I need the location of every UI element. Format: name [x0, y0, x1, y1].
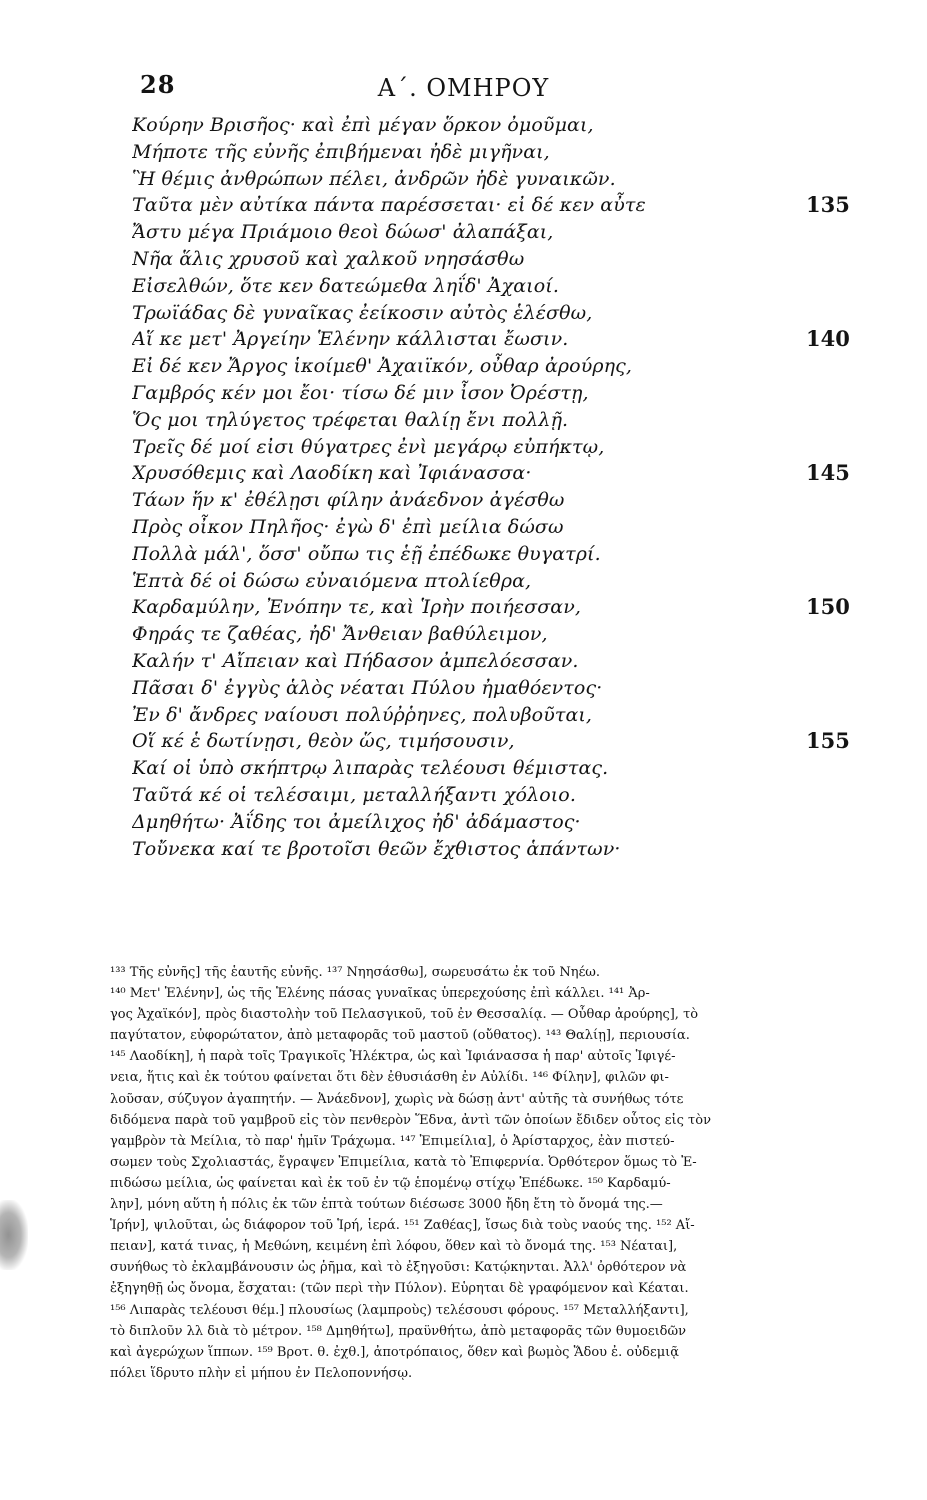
verse-line: Καλήν τ' Αἴπειαν καὶ Πήδασον ἀμπελόεσσαν. [132, 649, 579, 672]
verse-line: Μήποτε τῆς εὐνῆς ἐπιβήμεναι ἠδὲ μιγῆναι, [132, 140, 550, 163]
line-number: 145 [806, 460, 850, 486]
verse-line: Ὅς μοι τηλύγετος τρέφεται θαλίῃ ἔνι πολλῇ. [132, 408, 569, 431]
ink-smudge [0, 1200, 28, 1270]
footnote-line: λην], μόνη αὕτη ἡ πόλις ἐκ τῶν ἑπτὰ τούτων διέσωσε 3000 ἤδη ἔτη τὸ ὄνομά της.— [110, 1197, 663, 1213]
verse-line: Κούρην Βρισῆος· καὶ ἐπὶ μέγαν ὅρκον ὀμοῦμαι, [132, 114, 594, 136]
verse-line: Χρυσόθεμις καὶ Λαοδίκη καὶ Ἰφιάνασσα· [132, 462, 532, 485]
footnote-line: διδόμενα παρὰ τοῦ γαμβροῦ εἰς τὸν πενθερὸν Ἕδνα, ἀντὶ τῶν ὁποίων ἔδιδεν οὗτος εἰς τὸν [110, 1112, 711, 1128]
verse-line: Πολλὰ μάλ', ὅσσ' οὔπω τις ἑῇ ἐπέδωκε θυγατρί. [132, 542, 601, 565]
verse-line: Εἰ δέ κεν Ἄργος ἱκοίμεθ' Ἀχαιϊκόν, οὖθαρ ἀρούρης, [132, 355, 632, 378]
footnote-line: τὸ διπλοῦν λλ διὰ τὸ μέτρον. ¹⁵⁸ Δμηθήτω], πραϋνθήτω, ἀπὸ μεταφορᾶς τῶν θυμοειδῶν [110, 1323, 687, 1339]
footnote-line: παγύτατον, εὐφορώτατον, ἀπὸ μεταφορᾶς τοῦ μαστοῦ (οὔθατος). ¹⁴³ Θαλίῃ], περιουσία. [110, 1028, 690, 1044]
verse-line: Καί οἱ ὑπὸ σκήπτρῳ λιπαρὰς τελέουσι θέμιστας. [132, 757, 609, 780]
verse-line: Νῆα ἅλις χρυσοῦ καὶ χαλκοῦ νηησάσθω [132, 247, 525, 270]
verse-line: Φηράς τε ζαθέας, ἠδ' Ἄνθειαν βαθύλειμον, [132, 623, 548, 646]
footnote-line: ¹⁴⁵ Λαοδίκη], ἡ παρὰ τοῖς Τραγικοῖς Ἠλέκτρα, ὡς καὶ Ἰφιάνασσα ἡ παρ' αὐτοῖς Ἰφιγέ- [110, 1049, 676, 1065]
verse-line: Τρεῖς δέ μοί εἰσι θύγατρες ἐνὶ μεγάρῳ εὐπήκτῳ, [132, 435, 605, 458]
footnote-line: συνήθως τὸ ἐκλαμβάνουσιν ὡς ῥῆμα, καὶ τὸ ἐξηγοῦσι: Κατῴκηνται. Ἀλλ' ὀρθότερον νὰ [110, 1260, 687, 1276]
footnote-line: πιδώσω μείλια, ὡς φαίνεται καὶ ἐκ τοῦ ἐν τῷ ἑπομένῳ στίχῳ Ἐπέδωκε. ¹⁵⁰ Καρδαμύ- [110, 1175, 671, 1191]
footnote-line: νεια, ἥτις καὶ ἐκ τούτου φαίνεται ὅτι δὲν ἐθυσιάσθη ἐν Αὐλίδι. ¹⁴⁶ Φίλην], φιλῶν φι- [110, 1070, 669, 1086]
verse-block [132, 112, 792, 862]
verse-line: Γαμβρός κέν μοι ἔοι· τίσω δέ μιν ἶσον Ὀρέστῃ, [132, 381, 589, 404]
verse-line: Ταῦτά κέ οἱ τελέσαιμι, μεταλλήξαντι χόλοιο. [132, 783, 576, 806]
verse-line: Αἵ κε μετ' Ἀργείην Ἑλένην κάλλισται ἔωσιν. [132, 328, 569, 351]
footnote-line: Ἱρήν], ψιλοῦται, ὡς διάφορον τοῦ Ἱρή, ἱερά. ¹⁵¹ Ζαθέας], ἴσως διὰ τοὺς ναούς της. ¹⁵² Αἴ- [110, 1218, 695, 1234]
footnote-line: ¹⁵⁶ Λιπαρὰς τελέουσι θέμ.] πλουσίως (λαμπροὺς) τελέσουσι φόρους. ¹⁵⁷ Μεταλλήξαντι], [110, 1302, 689, 1318]
verse-line: Οἵ κέ ἑ δωτίνῃσι, θεὸν ὥς, τιμήσουσιν, [132, 730, 515, 753]
footnote-line: καὶ ἀγερώχων ἵππων. ¹⁵⁹ Βροτ. θ. ἐχθ.], ἀποτρόπαιος, ὅθεν καὶ βωμὸς Ἅδου ἐ. οὐδεμιᾷ [110, 1344, 680, 1360]
verse-line: Ἣ θέμις ἀνθρώπων πέλει, ἀνδρῶν ἠδὲ γυναικῶν. [132, 167, 616, 190]
verse-line: Ἐν δ' ἄνδρες ναίουσι πολύῤῥηνες, πολυβοῦται, [132, 703, 593, 726]
footnote-line: γος Ἀχαϊκόν], πρὸς διαστολὴν τοῦ Πελασγικοῦ, τοῦ ἐν Θεσσαλίᾳ. — Οὖθαρ ἀρούρης], τὸ [110, 1007, 699, 1023]
verse-line: Πᾶσαι δ' ἐγγὺς ἁλὸς νέαται Πύλου ἠμαθόεντος· [132, 676, 603, 699]
line-number: 150 [806, 594, 850, 620]
verse-line: Τοὔνεκα καί τε βροτοῖσι θεῶν ἔχθιστος ἁπάντων· [132, 837, 621, 860]
running-head: Α΄. ΟΜΗΡΟΥ [377, 74, 550, 102]
verse-line: Εἰσελθών, ὅτε κεν δατεώμεθα ληΐδ' Ἀχαιοί. [132, 274, 559, 297]
footnote-line: ¹³³ Τῆς εὐνῆς] τῆς ἑαυτῆς εὐνῆς. ¹³⁷ Νηησάσθω], σωρευσάτω ἐκ τοῦ Νηέω. [110, 965, 601, 980]
footnote-line: σωμεν τοὺς Σχολιαστάς, ἔγραψεν Ἐπιμείλια, κατὰ τὸ Ἐπιφερνία. Ὀρθότερον ὅμως τὸ Ἐ- [110, 1154, 697, 1170]
footnote-line: γαμβρὸν τὰ Μείλια, τὸ παρ' ἡμῖν Τράχωμα. ¹⁴⁷ Ἐπιμείλια], ὁ Ἀρίσταρχος, ἐὰν πιστεύ- [110, 1133, 675, 1149]
line-number: 135 [806, 192, 850, 218]
verse-line: Ταῦτα μὲν αὐτίκα πάντα παρέσσεται· εἰ δέ κεν αὖτε [132, 194, 646, 217]
footnote-line: ¹⁴⁰ Μετ' Ἑλένην], ὡς τῆς Ἑλένης πάσας γυναῖκας ὑπερεχούσης ἐπὶ κάλλει. ¹⁴¹ Ἀρ- [110, 986, 650, 1002]
footnote-line: πόλει ἵδρυτο πλὴν εἰ μήπου ἐν Πελοποννήσῳ. [110, 1365, 413, 1381]
line-number: 155 [806, 728, 850, 754]
verse-line: Ἄστυ μέγα Πριάμοιο θεοὶ δώωσ' ἀλαπάξαι, [132, 221, 554, 244]
footnotes-block [110, 962, 832, 1384]
verse-line: Ἑπτὰ δέ οἱ δώσω εὐναιόμενα πτολίεθρα, [132, 569, 532, 592]
verse-line: Πρὸς οἶκον Πηλῆος· ἐγὼ δ' ἐπὶ μείλια δώσω [132, 515, 564, 538]
footnote-line: λοῦσαν, σύζυγον ἀγαπητήν. — Ἀνάεδνον], χωρὶς νὰ δώσῃ ἀντ' αὐτῆς τὰ συνήθως τότε [110, 1091, 684, 1107]
line-number: 140 [806, 326, 850, 352]
footnote-line: πειαν], κατά τινας, ἡ Μεθώνη, κειμένη ἐπὶ λόφου, ὅθεν καὶ τὸ ὄνομά της. ¹⁵³ Νέαται], [110, 1239, 678, 1255]
verse-line: Δμηθήτω· Ἀΐδης τοι ἀμείλιχος ἠδ' ἀδάμαστος· [132, 810, 581, 833]
page-number: 28 [140, 70, 176, 99]
verse-line: Τάων ἥν κ' ἐθέλῃσι φίλην ἀνάεδνον ἀγέσθω [132, 489, 565, 512]
footnote-line: ἐξηγηθῇ ὡς ὄνομα, ἔσχαται: (τῶν περὶ τὴν Πύλον). Εὑρηται δὲ γραφόμενον καὶ Κέαται. [110, 1281, 689, 1297]
verse-line: Καρδαμύλην, Ἐνόπην τε, καὶ Ἱρὴν ποιήεσσαν, [132, 596, 582, 619]
verse-line: Τρωϊάδας δὲ γυναῖκας ἐείκοσιν αὐτὸς ἑλέσθω, [132, 301, 593, 324]
